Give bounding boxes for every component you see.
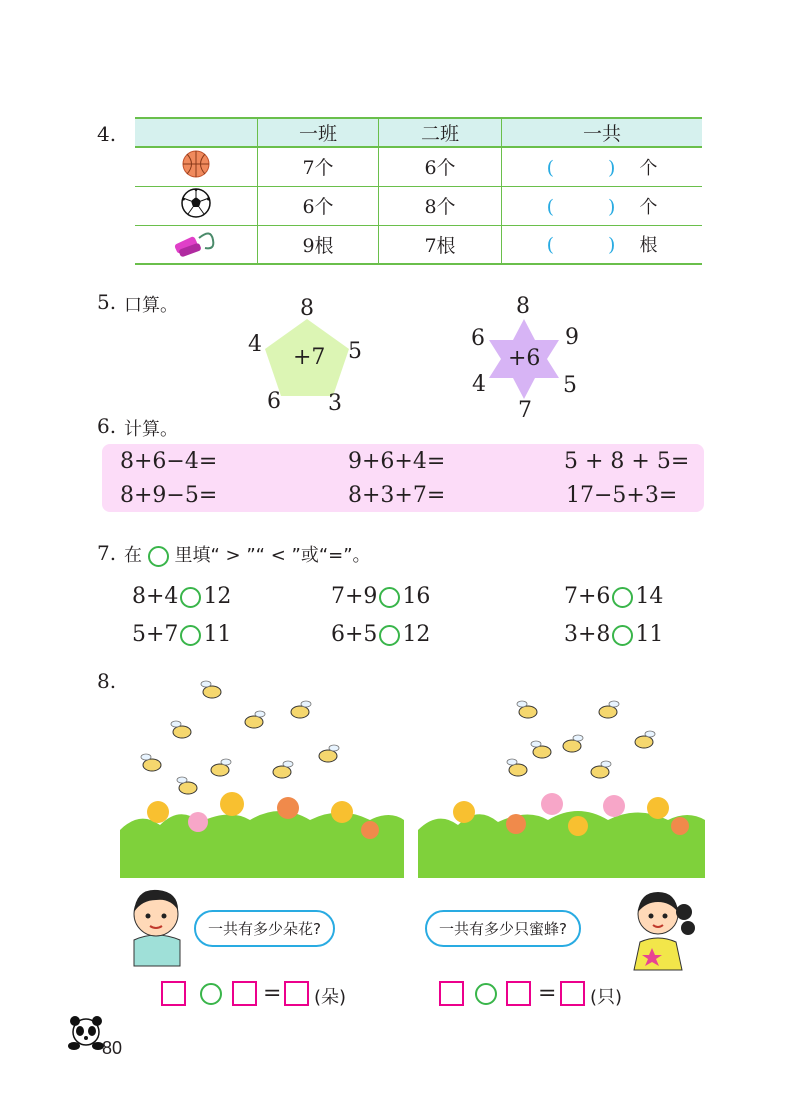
- boy-speech-bubble: 一共有多少朵花?: [194, 910, 335, 947]
- table-row: [135, 186, 702, 225]
- compare-item: [331, 584, 430, 609]
- answer-box[interactable]: [284, 981, 309, 1006]
- cell-total[interactable]: [502, 186, 703, 225]
- q6-number: 6.: [97, 414, 117, 438]
- compare-right: 12: [203, 584, 232, 609]
- table-row: [135, 147, 702, 186]
- q5-title: 口算。: [124, 295, 178, 316]
- soccer-ball-icon: [135, 186, 258, 225]
- compare-left: 5+7: [132, 622, 179, 647]
- compare-item: [132, 584, 231, 609]
- circle-icon: [148, 546, 169, 567]
- q5-number: 5.: [97, 290, 117, 314]
- compare-left: 3+8: [564, 622, 611, 647]
- unit-label: 根: [639, 235, 658, 257]
- star-number: 5: [563, 373, 577, 398]
- flowers-bees-illustration-left: [120, 670, 404, 878]
- compare-left: 8+4: [132, 584, 179, 609]
- pentagon-center: +7: [293, 345, 326, 370]
- q4-table: [135, 117, 702, 265]
- unit-label-left: (朵): [314, 987, 347, 1008]
- bee-icon: [509, 706, 653, 778]
- compare-right: 12: [402, 622, 431, 647]
- q7-title-b: 里填“ > ”“ < ”或“=”。: [174, 545, 371, 566]
- cell-class1: 6个: [258, 186, 379, 225]
- q4-number: 4.: [97, 122, 117, 146]
- flowers-bees-illustration-right: [418, 690, 705, 878]
- equals-sign: =: [538, 981, 557, 1006]
- cell-class2: 8个: [379, 186, 502, 225]
- compare-left: 7+9: [331, 584, 378, 609]
- cell-class2: 6个: [379, 147, 502, 186]
- compare-item: [564, 584, 663, 609]
- pentagon-number: 8: [300, 296, 314, 321]
- q6-title: 计算。: [124, 419, 178, 440]
- compare-item: [331, 622, 430, 647]
- star-number: 4: [472, 372, 486, 397]
- unit-label: 个: [639, 157, 658, 179]
- page-number: 80: [102, 1038, 123, 1058]
- answer-paren: ( ): [546, 156, 640, 179]
- cell-total[interactable]: [502, 225, 703, 264]
- girl-character: [618, 882, 698, 974]
- answer-circle[interactable]: [379, 625, 400, 646]
- unit-label-right: (只): [590, 987, 623, 1008]
- jump-rope-icon: [135, 225, 258, 264]
- star-number: 8: [516, 294, 530, 319]
- basketball-icon: [135, 147, 258, 186]
- compare-right: 16: [402, 584, 431, 609]
- compare-right: 14: [635, 584, 664, 609]
- equals-sign: =: [263, 981, 282, 1006]
- cell-class1: 9根: [258, 225, 379, 264]
- girl-speech-bubble: 一共有多少只蜜蜂?: [425, 910, 581, 947]
- answer-box[interactable]: [506, 981, 531, 1006]
- answer-paren: ( ): [546, 234, 640, 257]
- boy-character: [120, 882, 192, 970]
- unit-label: 个: [639, 196, 658, 218]
- cell-class1: 7个: [258, 147, 379, 186]
- calc-expression: 8+9−5=: [120, 483, 218, 508]
- cell-total[interactable]: [502, 147, 703, 186]
- q7-title: [124, 541, 371, 567]
- panda-icon: [66, 1014, 106, 1052]
- header-class1: 一班: [258, 118, 379, 147]
- calc-expression: 8+3+7=: [348, 483, 446, 508]
- answer-box[interactable]: [161, 981, 186, 1006]
- answer-paren: ( ): [546, 195, 640, 218]
- answer-box[interactable]: [439, 981, 464, 1006]
- calc-expression: 9+6+4=: [348, 449, 446, 474]
- answer-box[interactable]: [560, 981, 585, 1006]
- calc-expression: 17−5+3=: [566, 483, 678, 508]
- answer-circle[interactable]: [612, 587, 633, 608]
- header-empty: [135, 118, 258, 147]
- q8-number: 8.: [97, 669, 117, 693]
- star-number: 6: [471, 326, 485, 351]
- answer-circle[interactable]: [612, 625, 633, 646]
- star-center: +6: [508, 346, 541, 371]
- pentagon-number: 5: [348, 339, 362, 364]
- star-number: 9: [565, 325, 579, 350]
- cell-class2: 7根: [379, 225, 502, 264]
- answer-box[interactable]: [232, 981, 257, 1006]
- q7-title-a: 在: [124, 545, 142, 566]
- compare-left: 7+6: [564, 584, 611, 609]
- pentagon-number: 4: [248, 332, 262, 357]
- q7-number: 7.: [97, 541, 117, 565]
- pentagon-number: 3: [328, 391, 342, 416]
- compare-item: [132, 622, 231, 647]
- calc-expression: 8+6−4=: [120, 449, 218, 474]
- operator-circle[interactable]: [475, 983, 497, 1005]
- compare-item: [564, 622, 663, 647]
- header-class2: 二班: [379, 118, 502, 147]
- table-row: [135, 225, 702, 264]
- calc-expression: 5 + 8 + 5=: [564, 449, 690, 474]
- header-total: 一共: [502, 118, 703, 147]
- compare-right: 11: [203, 622, 232, 647]
- compare-left: 6+5: [331, 622, 378, 647]
- answer-circle[interactable]: [180, 587, 201, 608]
- pentagon-number: 6: [267, 389, 281, 414]
- operator-circle[interactable]: [200, 983, 222, 1005]
- compare-right: 11: [635, 622, 664, 647]
- answer-circle[interactable]: [180, 625, 201, 646]
- answer-circle[interactable]: [379, 587, 400, 608]
- star-number: 7: [518, 398, 532, 423]
